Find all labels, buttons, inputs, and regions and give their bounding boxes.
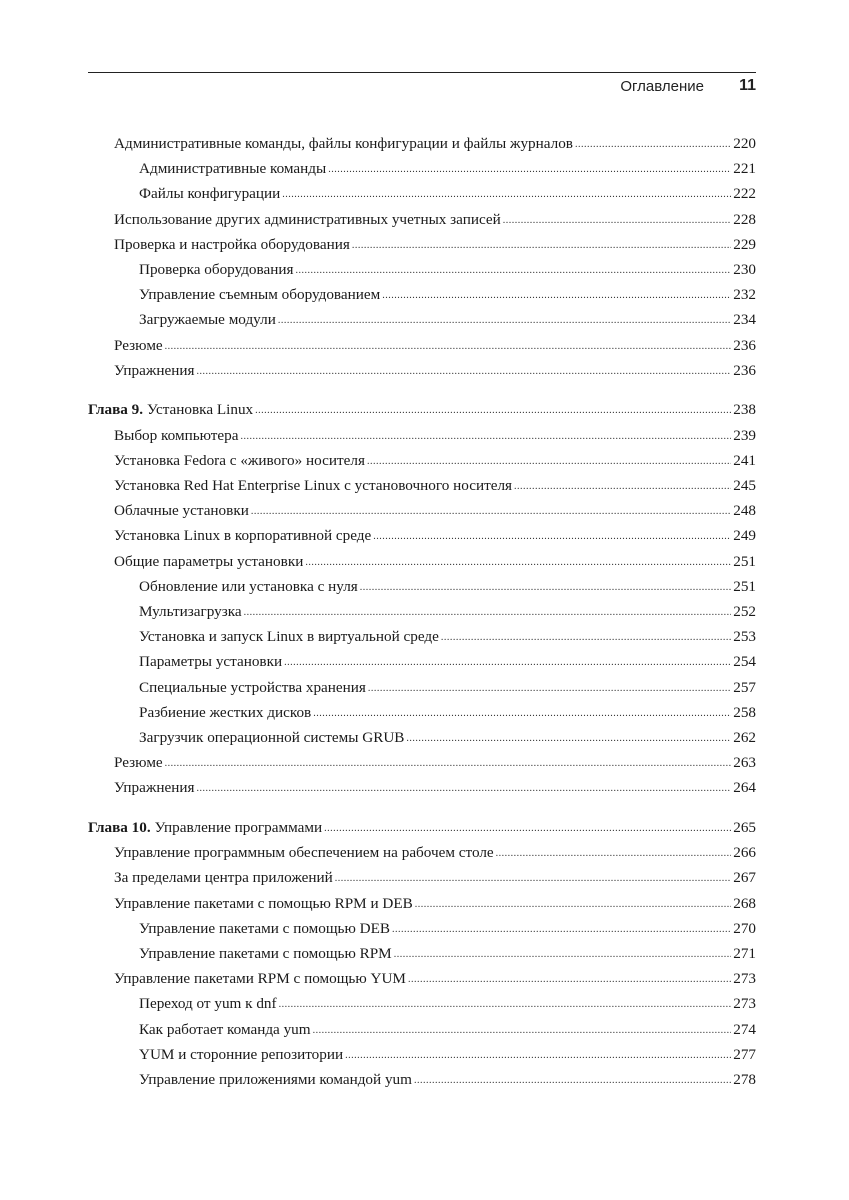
dot-leader [284, 658, 731, 668]
toc-entry-label [139, 941, 392, 966]
toc-entry-label [139, 1042, 343, 1067]
dot-leader [251, 507, 731, 517]
toc-section-entry[interactable] [88, 358, 756, 383]
toc-entry-label [139, 1017, 311, 1042]
toc-entry-label [139, 574, 358, 599]
toc-entry-label [114, 423, 238, 448]
chapter-number: Глава 9. [88, 401, 144, 419]
dot-leader [196, 784, 731, 794]
toc-entry-title: Разбиение жестких дисков [139, 703, 312, 721]
toc-entry-title: Параметры установки [139, 653, 283, 671]
toc-entry-page-number: 257 [733, 678, 756, 696]
toc-entry-page-number: 220 [733, 135, 756, 152]
toc-section-entry[interactable] [88, 966, 756, 991]
toc-entry-label [139, 599, 242, 624]
toc-entry-page-number: 238 [733, 401, 756, 419]
dot-leader [406, 734, 731, 744]
toc-entry-page-number: 266 [733, 844, 756, 862]
toc-entry-page-number: 229 [733, 235, 756, 253]
toc-entry-title: Управление пакетами RPM с помощью YUM [114, 970, 406, 988]
toc-entry-label [88, 397, 253, 422]
toc-subsection-entry[interactable] [88, 307, 756, 332]
dot-leader [328, 165, 731, 175]
running-header [88, 72, 756, 99]
toc-section-entry[interactable] [88, 775, 756, 800]
toc-entry-page-number: 265 [733, 819, 756, 837]
toc-chapter-entry[interactable] [88, 815, 756, 840]
toc-section-entry[interactable] [88, 750, 756, 775]
dot-leader [313, 1026, 732, 1036]
toc-section-entry[interactable] [88, 232, 756, 257]
toc-entry-label [114, 891, 413, 916]
toc-entry-page-number: 252 [733, 602, 756, 620]
dot-leader [441, 633, 731, 643]
toc-entry-title: Резюме [114, 754, 163, 772]
toc-subsection-entry[interactable] [88, 675, 756, 700]
dot-leader [324, 824, 731, 834]
dot-leader [496, 849, 732, 859]
toc-entry-page-number: 239 [733, 426, 756, 444]
toc-entry-label [114, 775, 194, 800]
toc-entry-page-number: 278 [733, 1070, 756, 1088]
dot-leader [279, 1000, 732, 1010]
dot-leader [335, 874, 731, 884]
toc-entry-label [114, 232, 350, 257]
toc-entry-title: Упражнения [114, 361, 195, 379]
dot-leader [408, 975, 731, 985]
toc-entry-page-number: 249 [733, 527, 756, 545]
toc-entry-page-number: 245 [733, 477, 756, 495]
toc-entry-page-number: 273 [733, 970, 756, 988]
dot-leader [313, 709, 731, 719]
toc-entry-title: Загружаемые модули [139, 311, 276, 329]
dot-leader [575, 140, 731, 150]
toc-entry-page-number: 268 [733, 894, 756, 912]
toc-entry-label [114, 131, 573, 156]
toc-entry-label [114, 865, 333, 890]
toc-entry-title: Как работает команда yum [139, 1020, 311, 1038]
toc-section-entry[interactable] [88, 207, 756, 232]
toc-subsection-entry[interactable] [88, 1017, 756, 1042]
toc-entry-title: Облачные установки [114, 502, 249, 520]
toc-subsection-entry[interactable] [88, 599, 756, 624]
toc-entry-page-number: 253 [733, 628, 756, 646]
toc-subsection-entry[interactable] [88, 624, 756, 649]
toc-entry-page-number: 274 [733, 1020, 756, 1038]
toc-entry-label [114, 523, 371, 548]
toc-entry-label [114, 358, 194, 383]
toc-entry-title: Проверка и настройка оборудования [114, 235, 350, 253]
toc-entry-title: Управление съемным оборудованием [139, 286, 381, 304]
toc-entry-page-number: 248 [733, 502, 756, 520]
dot-leader [278, 316, 731, 326]
toc-entry-label [139, 282, 380, 307]
toc-entry-title: Выбор компьютера [114, 426, 239, 444]
toc-entry-page-number: 273 [733, 995, 756, 1013]
toc-chapter-entry[interactable] [88, 397, 756, 422]
toc-section-entry[interactable] [88, 891, 756, 916]
toc-entry-title: Файлы конфигурации [139, 185, 281, 203]
dot-leader [394, 950, 732, 960]
dot-leader [295, 266, 731, 276]
dot-leader [503, 216, 731, 226]
toc-entry-label [114, 333, 163, 358]
toc-entry-page-number: 270 [733, 919, 756, 937]
toc-entry-label [139, 725, 404, 750]
toc-entry-title: Установка Linux [147, 401, 254, 419]
toc-entry-page-number: 262 [733, 728, 756, 746]
toc-entry-title: Использование других административных учетных записей [114, 210, 501, 228]
toc-entry-label [114, 473, 512, 498]
toc-entry-label [139, 675, 366, 700]
toc-entry-title: Резюме [114, 336, 163, 354]
toc-section-entry[interactable] [88, 423, 756, 448]
dot-leader [392, 925, 731, 935]
toc-subsection-entry[interactable] [88, 181, 756, 206]
dot-leader [382, 291, 731, 301]
toc-entry-page-number: 228 [733, 210, 756, 228]
toc-entry-page-number: 264 [733, 779, 756, 797]
toc-entry-page-number: 221 [733, 160, 756, 178]
toc-entry-label [114, 448, 365, 473]
toc-entry-page-number: 236 [733, 336, 756, 354]
toc-entry-label [114, 207, 501, 232]
toc-subsection-entry[interactable] [88, 916, 756, 941]
toc-entry-page-number: 254 [733, 653, 756, 671]
toc-entry-title: Установка Linux в корпоративной среде [114, 527, 372, 545]
toc-entry-label [139, 700, 311, 725]
toc-entry-page-number: 222 [733, 185, 756, 203]
dot-leader [345, 1051, 731, 1061]
toc-section-entry[interactable] [88, 865, 756, 890]
dot-leader [373, 532, 731, 542]
table-of-contents [88, 131, 756, 1092]
dot-leader [415, 900, 731, 910]
toc-entry-label [114, 549, 303, 574]
toc-section-entry[interactable] [88, 473, 756, 498]
dot-leader [414, 1076, 731, 1086]
toc-entry-title: Мультизагрузка [139, 602, 242, 620]
toc-entry-title: Загрузчик операционной системы GRUB [139, 728, 405, 746]
toc-entry-title: Упражнения [114, 779, 195, 797]
toc-entry-label [139, 1067, 412, 1092]
toc-subsection-entry[interactable] [88, 156, 756, 181]
toc-subsection-entry[interactable] [88, 257, 756, 282]
toc-subsection-entry[interactable] [88, 649, 756, 674]
toc-entry-title: YUM и сторонние репозитории [139, 1045, 344, 1063]
toc-subsection-entry[interactable] [88, 725, 756, 750]
toc-section-entry[interactable] [88, 333, 756, 358]
toc-entry-title: Установка Fedora с «живого» носителя [114, 451, 365, 469]
dot-leader [514, 482, 731, 492]
toc-entry-title: Административные команды, файлы конфигурации и файлы журналов [114, 135, 573, 152]
dot-leader [165, 342, 732, 352]
toc-entry-title: Общие параметры установки [114, 552, 304, 570]
toc-subsection-entry[interactable] [88, 700, 756, 725]
toc-subsection-entry[interactable] [88, 1042, 756, 1067]
toc-entry-label [139, 156, 326, 181]
toc-entry-label [88, 815, 322, 840]
toc-section-entry[interactable] [88, 840, 756, 865]
dot-leader [244, 608, 732, 618]
dot-leader [305, 558, 731, 568]
toc-entry-label [114, 498, 249, 523]
toc-entry-page-number: 277 [733, 1045, 756, 1063]
toc-entry-label [114, 840, 494, 865]
chapter-number: Глава 10. [88, 819, 151, 837]
toc-subsection-entry[interactable] [88, 941, 756, 966]
toc-section-entry[interactable] [88, 523, 756, 548]
toc-entry-title: Управление пакетами с помощью RPM [139, 945, 392, 962]
dot-leader [255, 406, 731, 416]
toc-entry-title: Управление программами [154, 819, 323, 837]
toc-subsection-entry[interactable] [88, 282, 756, 307]
dot-leader [240, 432, 731, 442]
toc-entry-label [114, 966, 406, 991]
toc-entry-label [114, 750, 163, 775]
toc-entry-title: Управление программным обеспечением на рабочем столе [114, 844, 494, 862]
toc-section-entry[interactable] [88, 498, 756, 523]
toc-section-entry[interactable] [88, 549, 756, 574]
toc-entry-title: Установка Red Hat Enterprise Linux с установочного носителя [114, 477, 513, 495]
toc-entry-label [139, 181, 280, 206]
dot-leader [196, 367, 731, 377]
toc-entry-title: Обновление или установка с нуля [139, 577, 358, 595]
toc-entry-page-number: 241 [733, 451, 756, 469]
toc-entry-title: Управление приложениями командой yum [139, 1070, 412, 1088]
toc-entry-label [139, 257, 293, 282]
toc-entry-title: Управление пакетами с помощью DEB [139, 919, 390, 937]
toc-entry-page-number: 234 [733, 311, 756, 329]
running-header-title: Оглавление [620, 78, 704, 95]
toc-entry-page-number: 232 [733, 286, 756, 304]
toc-entry-page-number: 251 [733, 577, 756, 595]
dot-leader [165, 759, 732, 769]
toc-entry-label [139, 649, 282, 674]
dot-leader [360, 583, 731, 593]
dot-leader [282, 190, 731, 200]
toc-subsection-entry[interactable] [88, 1067, 756, 1092]
toc-entry-page-number: 267 [733, 869, 756, 887]
toc-entry-page-number: 263 [733, 754, 756, 772]
dot-leader [352, 241, 731, 251]
toc-section-entry[interactable] [88, 131, 756, 156]
toc-entry-label [139, 307, 276, 332]
toc-entry-page-number: 271 [733, 945, 756, 962]
toc-entry-page-number: 236 [733, 361, 756, 379]
toc-entry-label [139, 624, 439, 649]
page-number: 11 [739, 77, 756, 94]
toc-entry-label [139, 991, 277, 1016]
toc-entry-title: Установка и запуск Linux в виртуальной среде [139, 628, 439, 646]
toc-entry-page-number: 251 [733, 552, 756, 570]
toc-entry-title: Управление пакетами с помощью RPM и DEB [114, 894, 413, 912]
toc-entry-label [139, 916, 390, 941]
dot-leader [368, 684, 731, 694]
toc-entry-title: За пределами центра приложений [114, 869, 333, 887]
toc-entry-page-number: 230 [733, 260, 756, 278]
toc-entry-title: Переход от yum к dnf [139, 995, 277, 1013]
toc-entry-title: Проверка оборудования [139, 260, 294, 278]
toc-subsection-entry[interactable] [88, 991, 756, 1016]
toc-entry-title: Административные команды [139, 160, 327, 178]
toc-entry-page-number: 258 [733, 703, 756, 721]
toc-subsection-entry[interactable] [88, 574, 756, 599]
toc-section-entry[interactable] [88, 448, 756, 473]
toc-entry-title: Специальные устройства хранения [139, 678, 366, 696]
dot-leader [367, 457, 731, 467]
